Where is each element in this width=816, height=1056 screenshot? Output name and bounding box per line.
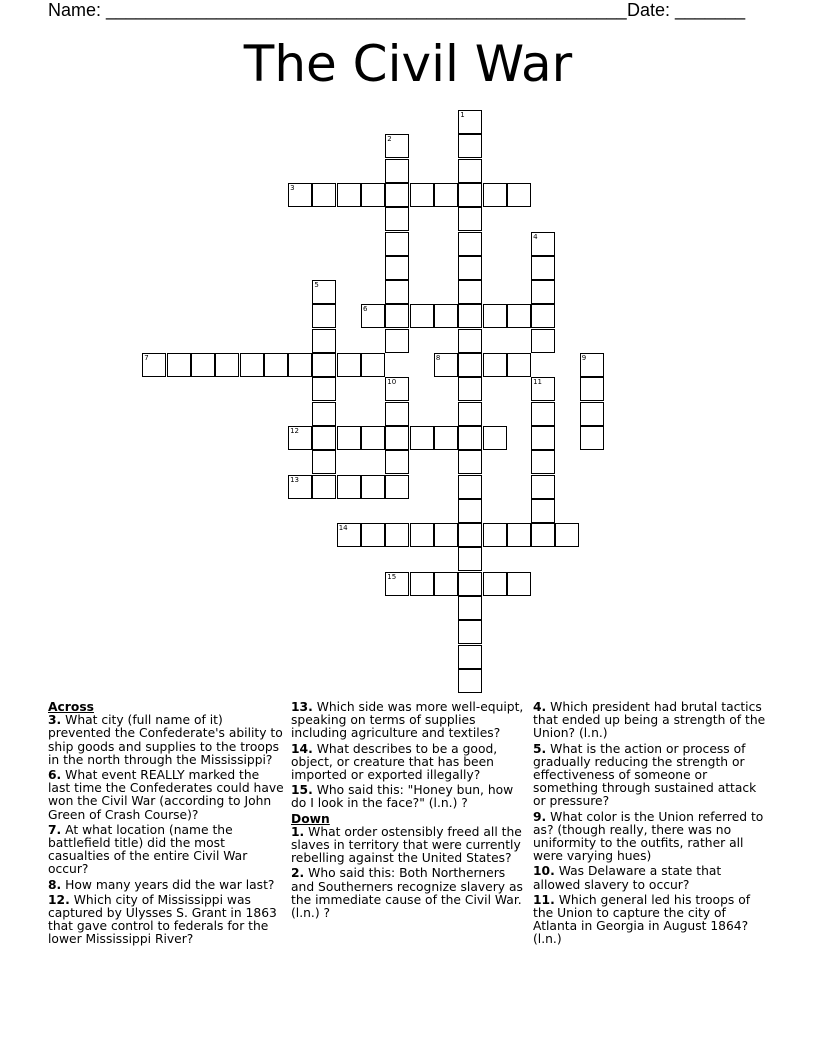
crossword-cell[interactable]	[531, 280, 555, 304]
crossword-cell[interactable]	[410, 304, 434, 328]
clue-across-14: 14. What describes to be a good, object, or creature that has been imported or exported illegally?	[291, 741, 498, 783]
crossword-cell[interactable]	[458, 232, 482, 256]
clue-number: 2	[387, 135, 392, 144]
crossword-cell[interactable]	[458, 256, 482, 280]
crossword-cell[interactable]	[312, 329, 336, 353]
crossword-cell[interactable]	[385, 329, 409, 353]
crossword-cell[interactable]	[337, 426, 361, 450]
clue-down-11: 11. Which general led his troops of the Union to capture the city of Atlanta in Georgia in August 1864? (l.n.)	[533, 892, 751, 947]
crossword-cell[interactable]	[385, 572, 409, 596]
crossword-cell[interactable]	[434, 572, 458, 596]
crossword-cell[interactable]	[531, 377, 555, 401]
crossword-cell[interactable]	[410, 183, 434, 207]
crossword-cell[interactable]	[288, 475, 312, 499]
clue-number: 11	[533, 378, 543, 387]
crossword-cell[interactable]	[410, 523, 434, 547]
crossword-cell[interactable]	[337, 475, 361, 499]
crossword-cell[interactable]	[531, 426, 555, 450]
across-heading: Across	[48, 700, 94, 714]
crossword-cell[interactable]	[434, 353, 458, 377]
crossword-cell[interactable]	[385, 450, 409, 474]
page-title: The Civil War	[243, 35, 573, 93]
crossword-cell[interactable]	[458, 329, 482, 353]
crossword-cell[interactable]	[580, 353, 604, 377]
crossword-cell[interactable]	[361, 183, 385, 207]
crossword-cell[interactable]	[288, 183, 312, 207]
crossword-cell[interactable]	[531, 304, 555, 328]
crossword-cell[interactable]	[458, 620, 482, 644]
crossword-cell[interactable]	[531, 450, 555, 474]
crossword-cell[interactable]	[580, 426, 604, 450]
crossword-cell[interactable]	[312, 304, 336, 328]
clue-across-7: 7. At what location (name the battlefield title) did the most casualties of the entire Civil War occur?	[48, 822, 248, 877]
crossword-cell[interactable]	[458, 110, 482, 134]
crossword-cell[interactable]	[410, 426, 434, 450]
crossword-cell[interactable]	[531, 499, 555, 523]
crossword-cell[interactable]	[507, 304, 531, 328]
crossword-cell[interactable]	[483, 353, 507, 377]
crossword-cell[interactable]	[483, 183, 507, 207]
crossword-cell[interactable]	[483, 304, 507, 328]
crossword-cell[interactable]	[483, 523, 507, 547]
crossword-cell[interactable]	[337, 183, 361, 207]
crossword-cell[interactable]	[531, 475, 555, 499]
crossword-cell[interactable]	[312, 426, 336, 450]
crossword-cell[interactable]	[312, 475, 336, 499]
crossword-cell[interactable]	[288, 353, 312, 377]
crossword-cell[interactable]	[312, 377, 336, 401]
crossword-cell[interactable]	[337, 353, 361, 377]
crossword-cell[interactable]	[458, 304, 482, 328]
clue-number: 9	[581, 354, 587, 362]
crossword-cell[interactable]	[483, 426, 507, 450]
date-field-label: Date: _______	[627, 0, 746, 20]
crossword-cell[interactable]	[167, 353, 191, 377]
crossword-cell[interactable]	[312, 353, 336, 377]
crossword-cell[interactable]	[580, 402, 604, 426]
crossword-cell[interactable]	[580, 377, 604, 401]
crossword-cell[interactable]	[531, 232, 555, 256]
crossword-cell[interactable]	[312, 280, 336, 304]
clues-column-2	[291, 701, 527, 922]
crossword-cell[interactable]	[385, 207, 409, 231]
down-heading: Down	[291, 811, 330, 826]
clue-number: 5	[314, 281, 319, 290]
crossword-cell[interactable]	[385, 475, 409, 499]
crossword-cell[interactable]	[288, 426, 312, 450]
crossword-cell[interactable]	[361, 475, 385, 499]
clue-number: 7	[144, 354, 149, 362]
crossword-cell[interactable]	[458, 547, 482, 571]
clue-down-5: 5. What is the action or process of gradually reducing the strength or effectiveness of someone or something through sustained attack or pressure?	[533, 741, 757, 809]
crossword-cell[interactable]	[458, 523, 482, 547]
crossword-cell[interactable]	[531, 523, 555, 547]
crossword-cell[interactable]	[312, 402, 336, 426]
crossword-cell[interactable]	[458, 572, 482, 596]
crossword-cell[interactable]	[385, 134, 409, 158]
crossword-cell[interactable]	[215, 353, 239, 377]
crossword-cell[interactable]	[458, 669, 482, 693]
clue-across-12: 12. Which city of Mississippi was captured by Ulysses S. Grant in 1863 that gave control to federals for the lower Mississippi River?	[48, 892, 277, 947]
crossword-cell[interactable]	[385, 159, 409, 183]
name-field-label: Name: ____________________________________________________	[48, 0, 627, 20]
clue-across-6: 6. What event REALLY marked the last time the Confederates could have won the Civil War (according to John Green of Crash Course)?	[48, 768, 284, 822]
crossword-cell[interactable]	[434, 426, 458, 450]
crossword-cell[interactable]	[312, 450, 336, 474]
crossword-cell[interactable]	[458, 183, 482, 207]
crossword-cell[interactable]	[507, 572, 531, 596]
crossword-cell[interactable]	[410, 572, 434, 596]
crossword-cell[interactable]	[385, 280, 409, 304]
crossword-cell[interactable]	[385, 402, 409, 426]
crossword-cell[interactable]	[361, 304, 385, 328]
crossword-cell[interactable]	[458, 377, 482, 401]
crossword-cell[interactable]	[434, 183, 458, 207]
crossword-cell[interactable]	[240, 353, 264, 377]
crossword-cell[interactable]	[191, 353, 215, 377]
crossword-cell[interactable]	[458, 645, 482, 669]
crossword-cell[interactable]	[142, 353, 166, 377]
crossword-cell[interactable]	[458, 353, 482, 377]
crossword-cell[interactable]	[458, 134, 482, 158]
crossword-cell[interactable]	[531, 256, 555, 280]
clue-down-4: 4. Which president had brutal tactics that ended up being a strength of the Union? (l.n.)	[533, 700, 766, 741]
clue-number: 8	[435, 354, 441, 362]
crossword-cell[interactable]	[531, 329, 555, 353]
crossword-cell[interactable]	[385, 232, 409, 256]
crossword-cell[interactable]	[483, 572, 507, 596]
crossword-cell[interactable]	[385, 183, 409, 207]
crossword-cell[interactable]	[507, 183, 531, 207]
crossword-cell[interactable]	[458, 159, 482, 183]
clue-down-2: 2. Who said this: Both Northerners and Southerners recognize slavery as the immediate cause of the Civil War. (l.n.) ?	[291, 866, 523, 921]
clue-down-10: 10. Was Delaware a state that allowed slavery to occur?	[533, 864, 722, 892]
clues-column-1	[48, 701, 284, 949]
crossword-cell[interactable]	[458, 426, 482, 450]
crossword-cell[interactable]	[458, 402, 482, 426]
clue-number: 3	[290, 183, 295, 192]
clue-across-3: 3. What city (full name of it) prevented the Confederate's ability to ship goods and supplies to the troops in the north through the Mississippi?	[48, 713, 283, 767]
clue-number: 6	[363, 305, 368, 314]
clue-number: 4	[533, 232, 538, 241]
crossword-cell[interactable]	[361, 353, 385, 377]
crossword-cell[interactable]	[385, 256, 409, 280]
crossword-cell[interactable]	[531, 402, 555, 426]
clue-across-8: 8. How many years did the war last?	[48, 877, 275, 892]
crossword-cell[interactable]	[458, 280, 482, 304]
clue-number: 1	[460, 111, 465, 119]
clue-number: 15	[387, 572, 397, 581]
clue-number: 12	[290, 426, 300, 435]
crossword-cell[interactable]	[458, 596, 482, 620]
clue-down-1: 1. What order ostensibly freed all the slaves in territory that were currently rebelling against the United States?	[291, 824, 522, 866]
clue-across-13: 13. Which side was more well-equipt, speaking on terms of supplies including agriculture and textiles?	[291, 700, 524, 741]
crossword-cell[interactable]	[312, 183, 336, 207]
crossword-cell[interactable]	[385, 377, 409, 401]
clue-across-15: 15. Who said this: "Honey bun, how do I look in the face?" (l.n.) ?	[291, 783, 514, 811]
crossword-cell[interactable]	[458, 499, 482, 523]
clue-number: 13	[290, 475, 300, 484]
crossword-cell[interactable]	[385, 426, 409, 450]
crossword-cell[interactable]	[507, 523, 531, 547]
crossword-cell[interactable]	[434, 523, 458, 547]
crossword-cell[interactable]	[361, 426, 385, 450]
crossword-cell[interactable]	[337, 523, 361, 547]
clue-number: 10	[387, 378, 397, 387]
crossword-cell[interactable]	[555, 523, 579, 547]
crossword-cell[interactable]	[264, 353, 288, 377]
clue-down-9: 9. What color is the Union referred to as? (though really, there was no uniformity to the outfits, rather all were varying hues)	[533, 809, 764, 864]
crossword-cell[interactable]	[458, 450, 482, 474]
crossword-cell[interactable]	[385, 523, 409, 547]
crossword-cell[interactable]	[458, 207, 482, 231]
clues-column-3	[533, 701, 769, 949]
clue-number: 14	[338, 524, 348, 533]
crossword-cell[interactable]	[434, 304, 458, 328]
crossword-cell[interactable]	[507, 353, 531, 377]
crossword-cell[interactable]	[361, 523, 385, 547]
crossword-cell[interactable]	[385, 304, 409, 328]
crossword-cell[interactable]	[458, 475, 482, 499]
